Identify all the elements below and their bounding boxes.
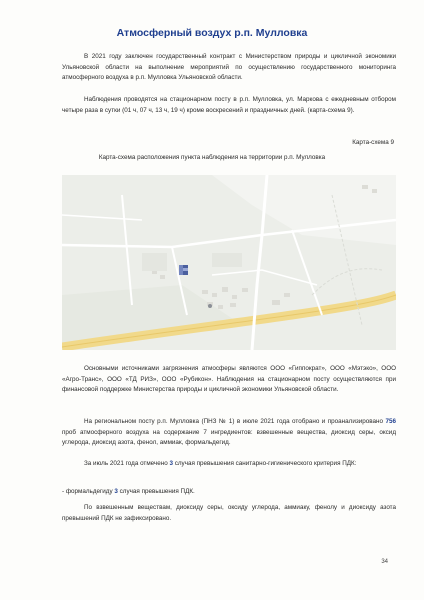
paragraph-samples [62, 417, 396, 449]
samples-text-start: На региональном посту р.п. Мулловка (ПНЗ № 1) в июле 2021 года отобрано и проанализировано [84, 418, 386, 425]
map-image [62, 175, 396, 350]
map-label: Карта-схема 9 [352, 139, 394, 146]
formaldehyde-text-start: - формальдегиду [62, 488, 115, 495]
page-title: Атмосферный воздух р.п. Мулловка [116, 27, 308, 39]
station-marker-icon [179, 265, 188, 275]
exceedances-text-start: За июль 2021 года отмечено [84, 460, 170, 467]
map-caption: Карта-схема расположения пункта наблюдения на территории р.п. Мулловка [98, 154, 326, 161]
samples-text-end: проб атмосферного воздуха на содержание 7 ингредиентов: взвешенные вещества, диоксид серы, оксид углерода, диоксид азота, фенол, аммиак, формальдегид. [62, 428, 396, 446]
paragraph-pollution-sources: Основными источниками загрязнения атмосферы являются ООО «Гиппократ», ООО «Мэтэко», ООО «Агро-Транс», ООО «ТД РИЗ», ООО «Рубикон». Наблюдения на стационарном посту осуществляются при финансовой поддержке Министерства природы и цикличной экономики Ульяновской области. [62, 365, 396, 393]
formaldehyde-count: 3 [114, 488, 118, 495]
list-item-formaldehyde [62, 487, 396, 498]
paragraph-observations: Наблюдения проводятся на стационарном посту в р.п. Мулловка, ул. Маркова с ежедневным отбором четыре раза в сутки (01 ч, 07 ч, 13 ч, 19 ч) кроме воскресений и праздничных дней. (карта-схема 9). [62, 96, 396, 114]
exceedances-count: 3 [169, 460, 173, 467]
exceedances-text-end: случая превышения санитарно-гигиенического критерия ПДК: [172, 460, 357, 467]
paragraph-contract: В 2021 году заключен государственный контракт с Министерством природы и цикличной экономики Ульяновской области на выполнение мероприятий по осуществлению государственного мониторинга атмосферного воздуха в р.п. Мулловка Ульяновской области. [62, 53, 396, 81]
page-number: 34 [381, 559, 388, 565]
paragraph-exceedances [62, 459, 396, 470]
formaldehyde-text-end: случая превышения ПДК. [117, 488, 195, 495]
station-location-map [62, 175, 396, 350]
samples-count: 756 [385, 418, 396, 425]
paragraph-no-exceedances: По взвешенным веществам, диоксиду серы, оксиду углерода, аммиаку, фенолу и диоксиду азота превышений ПДК не зафиксировано. [62, 504, 396, 522]
